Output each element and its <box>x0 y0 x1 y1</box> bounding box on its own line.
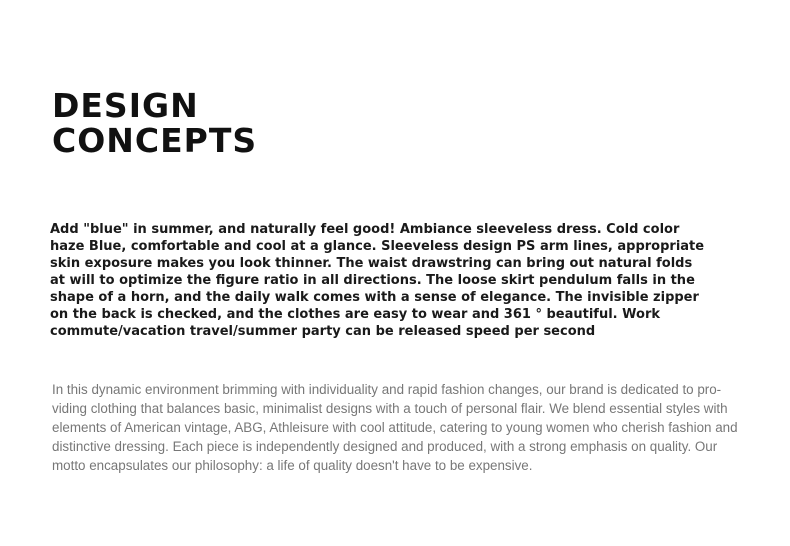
title-line-concepts: CONCEPTS <box>52 121 258 160</box>
brand-philosophy-paragraph: In this dynamic environment brimming with individuality and rapid fashion changes, our brand is dedicated to pro-viding clothing that balances basic, minimalist designs with a touch of personal flair. We blend essential styles with elements of American vintage, ABG, Athleisure with cool attitude, catering to young women who cherish fashion and distinctive dressing. Each piece is independently designed and produced, with a strong emphasis on quality. Our motto encapsulates our philosophy: a life of quality doesn't have to be expensive. <box>52 382 738 473</box>
page-title <box>52 88 257 158</box>
product-description-paragraph: Add "blue" in summer, and naturally feel good! Ambiance sleeveless dress. Cold color haze Blue, comfortable and cool at a glance. Sleeveless design PS arm lines, appropriate skin exposure makes you look thinner. The waist drawstring can bring out natural folds at will to optimize the figure ratio in all directions. The loose skirt pendulum falls in the shape of a horn, and the daily walk comes with a sense of elegance. The invisible zipper on the back is checked, and the clothes are easy to wear and 361 ° beautiful. Work commute/vacation travel/summer party can be released speed per second <box>50 222 705 339</box>
title-line-design: DESIGN <box>52 86 199 125</box>
